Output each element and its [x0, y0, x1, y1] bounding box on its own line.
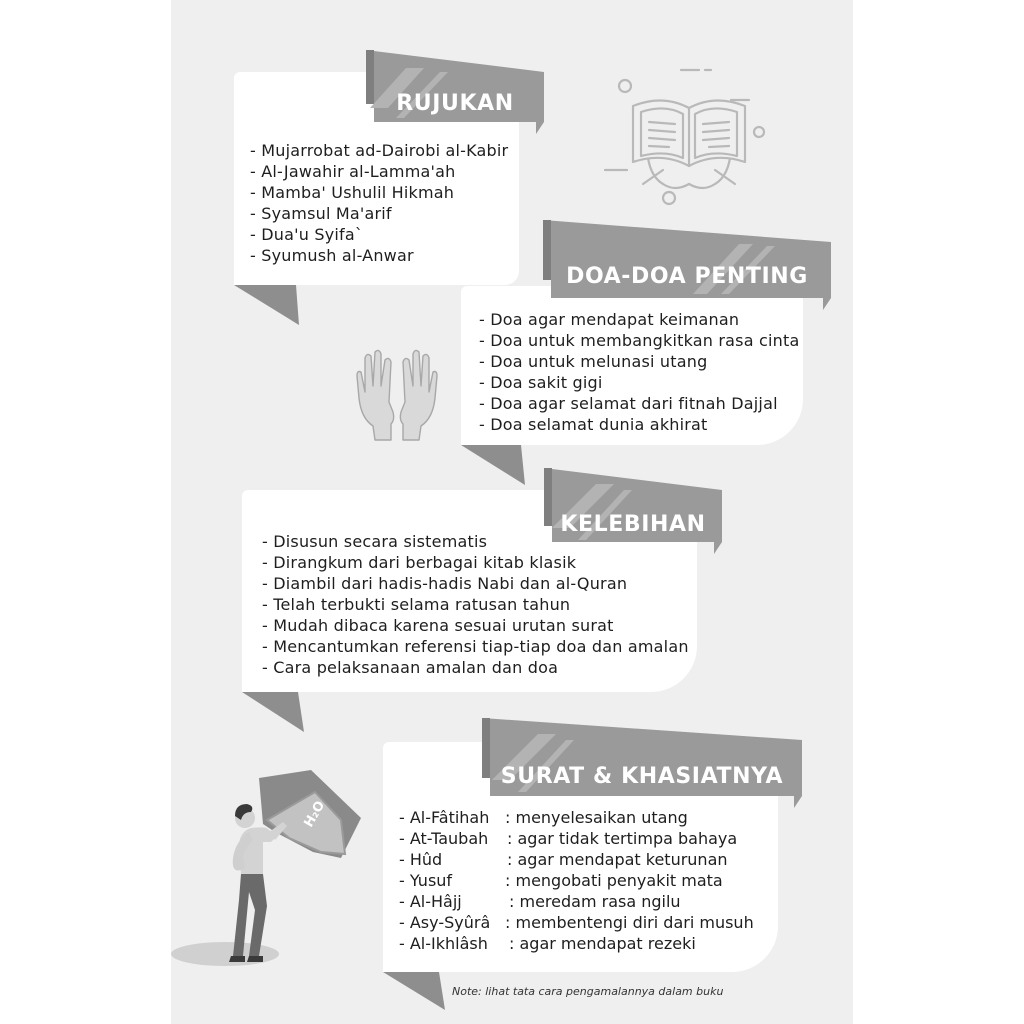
rujukan-ribbon: [366, 50, 544, 136]
quran-book-icon: [603, 66, 769, 208]
list-item: - Dua'u Syifa`: [250, 225, 364, 244]
list-item: - Doa untuk membangkitkan rasa cinta: [479, 331, 800, 350]
person-drinking-water-icon: [171, 770, 371, 970]
surat-name: - Al-Ikhlâsh: [399, 934, 488, 953]
table-row: [399, 891, 754, 912]
infographic-page: [171, 0, 853, 1024]
kelebihan-card-tail: [242, 692, 308, 734]
surat-name: - Al-Fâtihah: [399, 808, 490, 827]
list-item: - Doa agar mendapat keimanan: [479, 310, 740, 329]
list-item: - Mamba' Ushulil Hikmah: [250, 183, 455, 202]
surat-benefit: : meredam rasa ngilu: [509, 892, 681, 911]
list-item: - Mencantumkan referensi tiap-tiap doa dan amalan: [262, 637, 689, 656]
surat-name: - At-Taubah: [399, 829, 489, 848]
rujukan-card-tail: [234, 285, 302, 327]
surat-benefit: : membentengi diri dari musuh: [505, 913, 754, 932]
doa-ribbon: [543, 220, 831, 312]
list-item: - Doa sakit gigi: [479, 373, 603, 392]
surat-name: - Yusuf: [399, 871, 453, 890]
list-item: - Doa agar selamat dari fitnah Dajjal: [479, 394, 778, 413]
glass-label: H₂O: [301, 798, 329, 830]
table-row: [399, 807, 754, 828]
surat-name: - Al-Hâjj: [399, 892, 462, 911]
kelebihan-title: KELEBIHAN: [560, 511, 706, 537]
surat-card-tail: [383, 972, 449, 1012]
list-item: - Telah terbukti selama ratusan tahun: [262, 595, 571, 614]
praying-hands-icon: [351, 346, 443, 444]
rujukan-list: [250, 140, 508, 266]
list-item: - Dirangkum dari berbagai kitab klasik: [262, 553, 577, 572]
surat-name: - Asy-Syûrâ: [399, 913, 491, 932]
surat-name: - Hûd: [399, 850, 443, 869]
list-item: - Disusun secara sistematis: [262, 532, 488, 551]
surat-title: SURAT & KHASIATNYA: [500, 763, 784, 789]
footnote: Note: lihat tata cara pengamalannya dalam buku: [452, 985, 724, 998]
list-item: - Mudah dibaca karena sesuai urutan surat: [262, 616, 614, 635]
list-item: - Diambil dari hadis-hadis Nabi dan al-Quran: [262, 574, 628, 593]
table-row: [399, 849, 754, 870]
surat-benefit: : agar mendapat rezeki: [509, 934, 696, 953]
surat-table: [399, 807, 754, 954]
kelebihan-list: [262, 531, 689, 678]
surat-ribbon: [482, 718, 802, 812]
doa-card-tail: [461, 445, 531, 487]
list-item: - Doa selamat dunia akhirat: [479, 415, 708, 434]
rujukan-title: RUJUKAN: [396, 90, 514, 116]
list-item: - Doa untuk melunasi utang: [479, 352, 708, 371]
list-item: - Syumush al-Anwar: [250, 246, 414, 265]
surat-benefit: : menyelesaikan utang: [505, 808, 688, 827]
list-item: - Cara pelaksanaan amalan dan doa: [262, 658, 559, 677]
surat-benefit: : mengobati penyakit mata: [505, 871, 723, 890]
surat-benefit: : agar mendapat keturunan: [507, 850, 728, 869]
table-row: [399, 828, 754, 849]
doa-list: [479, 309, 799, 435]
list-item: - Syamsul Ma'arif: [250, 204, 392, 223]
surat-benefit: : agar tidak tertimpa bahaya: [507, 829, 738, 848]
doa-title: DOA-DOA PENTING: [566, 263, 808, 289]
list-item: - Mujarrobat ad-Dairobi al-Kabir: [250, 141, 509, 160]
table-row: [399, 870, 754, 891]
table-row: [399, 912, 754, 933]
table-row: [399, 933, 754, 954]
list-item: - Al-Jawahir al-Lamma'ah: [250, 162, 456, 181]
